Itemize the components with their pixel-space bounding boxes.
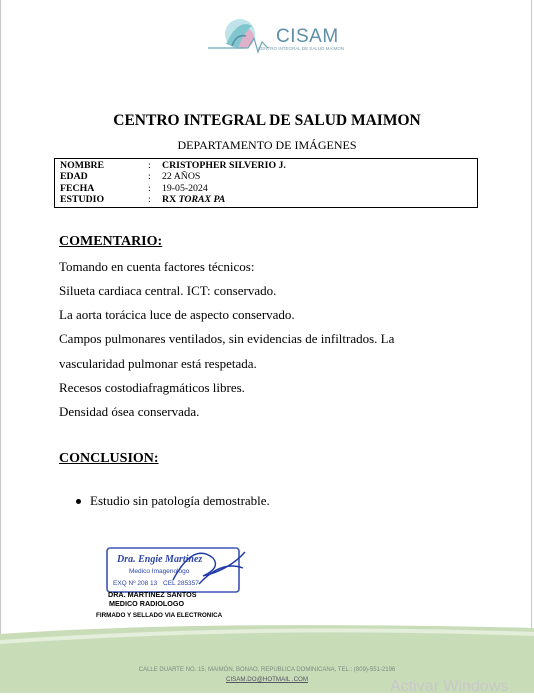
- patient-info-box: [54, 158, 478, 208]
- logo-text: CISAM: [276, 26, 339, 47]
- signature-note: FIRMADO Y SELLADO VIA ELECTRONICA: [96, 612, 223, 619]
- conclusion-heading: CONCLUSION:: [59, 451, 159, 466]
- info-colon: :: [148, 160, 151, 171]
- study-type-value: [162, 194, 225, 205]
- info-label: ESTUDIO: [60, 194, 105, 206]
- patient-name-value: CRISTOPHER SILVERIO J.: [162, 160, 286, 171]
- study-type-italic: TORAX PA: [178, 194, 226, 206]
- logo-subtitle: CENTRO INTEGRAL DE SALUD MAIMON: [258, 46, 345, 51]
- patient-age-value: 22 AÑOS: [162, 171, 201, 183]
- page-edge-right: [531, 0, 532, 693]
- stamp-exq: EXQ Nº 208 13: [113, 580, 158, 587]
- comment-line: Tomando en cuenta factores técnicos:: [59, 259, 255, 274]
- comment-heading: COMENTARIO:: [59, 234, 163, 249]
- info-colon: :: [148, 182, 151, 194]
- conclusion-item: [76, 493, 270, 509]
- study-type-prefix: RX: [162, 194, 179, 206]
- page-edge-left: [0, 0, 1, 693]
- stamp-cel: CEL 285357: [163, 580, 199, 587]
- info-row-study: [60, 194, 477, 205]
- info-colon: :: [148, 194, 151, 206]
- comment-line: La aorta torácica luce de aspecto conservado.: [59, 307, 295, 322]
- info-label: EDAD: [60, 171, 88, 183]
- department-name: DEPARTAMENTO DE IMÁGENES: [177, 138, 357, 152]
- study-date-value: 19-05-2024: [162, 182, 208, 194]
- comment-line: Densidad ósea conservada.: [59, 404, 200, 419]
- stamp-name: Dra. Engie Martinez: [117, 554, 203, 565]
- footer-address: CALLE DUARTE NO. 15, MAIMÓN, BONAO, REPUBLICA DOMINICANA, TEL.: (809)-551-2196: [138, 667, 396, 673]
- bullet-icon: [76, 499, 81, 504]
- info-label: FECHA: [60, 182, 95, 194]
- info-row-name: [60, 160, 477, 171]
- comment-line: vascularidad pulmonar está respetada.: [59, 356, 257, 371]
- email-link[interactable]: CISAM.DO@HOTMAIL .COM: [225, 676, 309, 683]
- comment-line: Recesos costodiafragmáticos libres.: [59, 380, 245, 395]
- doctor-role: MEDICO RADIOLOGO: [109, 599, 185, 608]
- activation-watermark: Activar Windows: [390, 678, 509, 695]
- document-title: CENTRO INTEGRAL DE SALUD MAIMON: [113, 112, 421, 129]
- info-row-date: [60, 183, 477, 194]
- info-label: NOMBRE: [60, 160, 105, 171]
- doctor-name: DRA. MARTINEZ SANTOS: [108, 590, 197, 599]
- comment-line: Silueta cardiaca central. ICT: conservado.: [59, 283, 277, 298]
- info-row-age: [60, 171, 477, 182]
- comment-line: Campos pulmonares ventilados, sin evidencias de infiltrados. La: [59, 331, 395, 346]
- conclusion-text: Estudio sin patología demostrable.: [90, 493, 270, 508]
- doctor-stamp: [103, 540, 253, 594]
- stamp-role: Medico Imagenologo: [129, 568, 190, 575]
- info-colon: :: [148, 171, 151, 183]
